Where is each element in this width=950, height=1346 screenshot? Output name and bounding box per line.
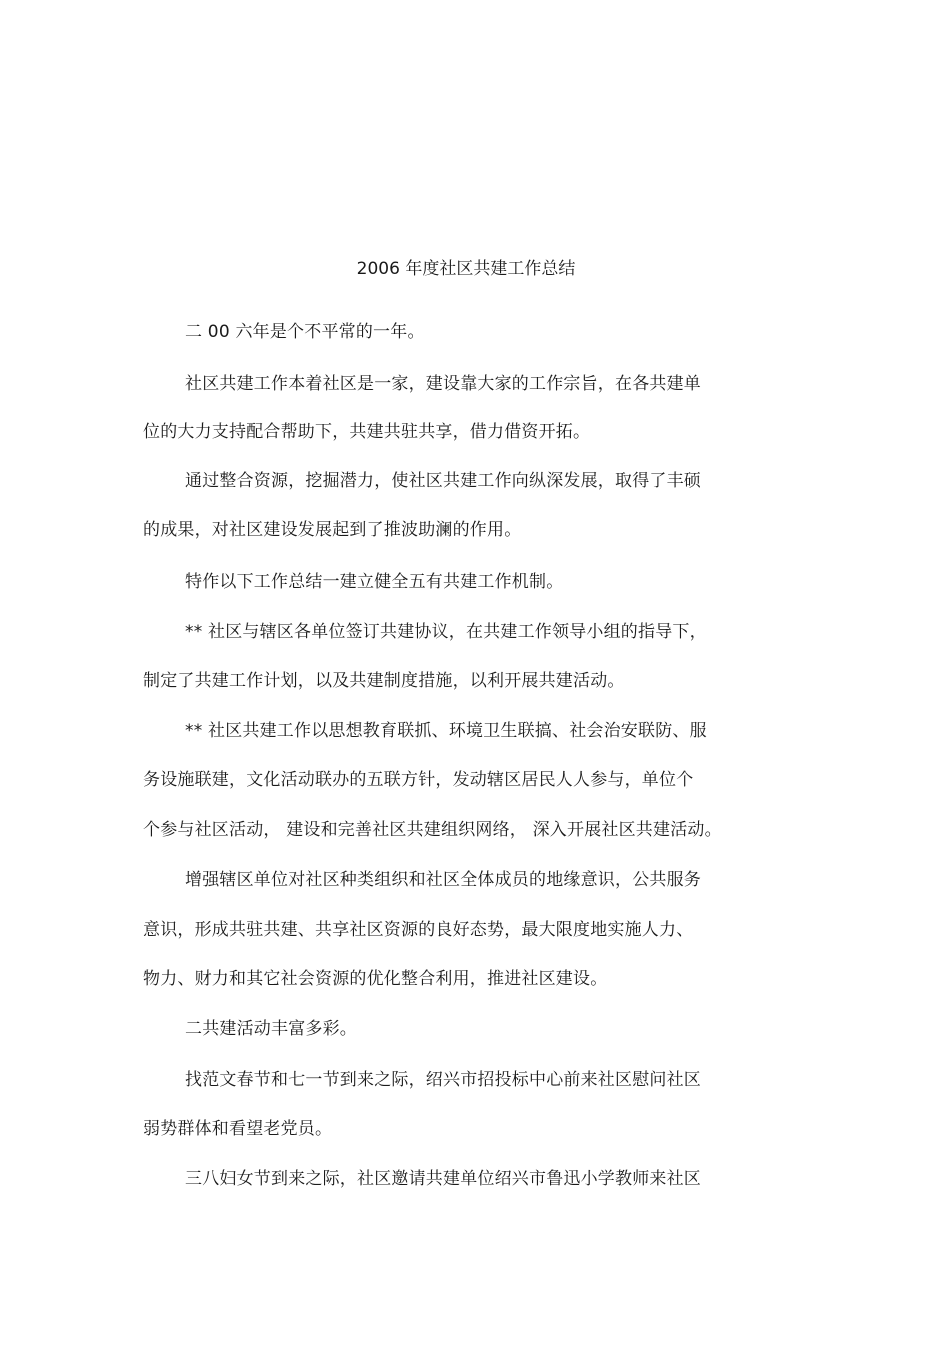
paragraph-line: 弱势群体和看望老党员。 [143,1119,333,1139]
paragraph-line: 增强辖区单位对社区种类组织和社区全体成员的地缘意识，公共服务 [185,870,701,890]
paragraph-line: ** 社区与辖区各单位签订共建协议，在共建工作领导小组的指导下， [185,622,707,642]
paragraph-line: 二共建活动丰富多彩。 [185,1019,357,1039]
document-title: 2006 年度社区共建工作总结 [356,259,576,279]
paragraph-line: 三八妇女节到来之际，社区邀请共建单位绍兴市鲁迅小学教师来社区 [185,1169,701,1189]
paragraph-line: 物力、财力和其它社会资源的优化整合利用，推进社区建设。 [143,969,608,989]
paragraph-line: 的成果，对社区建设发展起到了推波助澜的作用。 [143,520,522,540]
paragraph-line: 二 00 六年是个不平常的一年。 [185,322,425,342]
paragraph-line: ** 社区共建工作以思想教育联抓、环境卫生联搞、社会治安联防、服 [185,721,707,741]
paragraph-line: 找范文春节和七一节到来之际，绍兴市招投标中心前来社区慰问社区 [185,1070,701,1090]
paragraph-line: 务设施联建，文化活动联办的五联方针，发动辖区居民人人参与，单位个 [143,770,694,790]
paragraph-line: 特作以下工作总结一建立健全五有共建工作机制。 [185,572,564,592]
paragraph-line: 个参与社区活动， 建设和完善社区共建组织网络， 深入开展社区共建活动。 [143,820,722,840]
paragraph-line: 位的大力支持配合帮助下，共建共驻共享，借力借资开拓。 [143,422,591,442]
paragraph-line: 制定了共建工作计划，以及共建制度措施，以利开展共建活动。 [143,671,625,691]
paragraph-line: 意识，形成共驻共建、共享社区资源的良好态势，最大限度地实施人力、 [143,920,694,940]
paragraph-line: 通过整合资源，挖掘潜力，使社区共建工作向纵深发展，取得了丰硕 [185,471,701,491]
paragraph-line: 社区共建工作本着社区是一家，建设靠大家的工作宗旨，在各共建单 [185,374,701,394]
